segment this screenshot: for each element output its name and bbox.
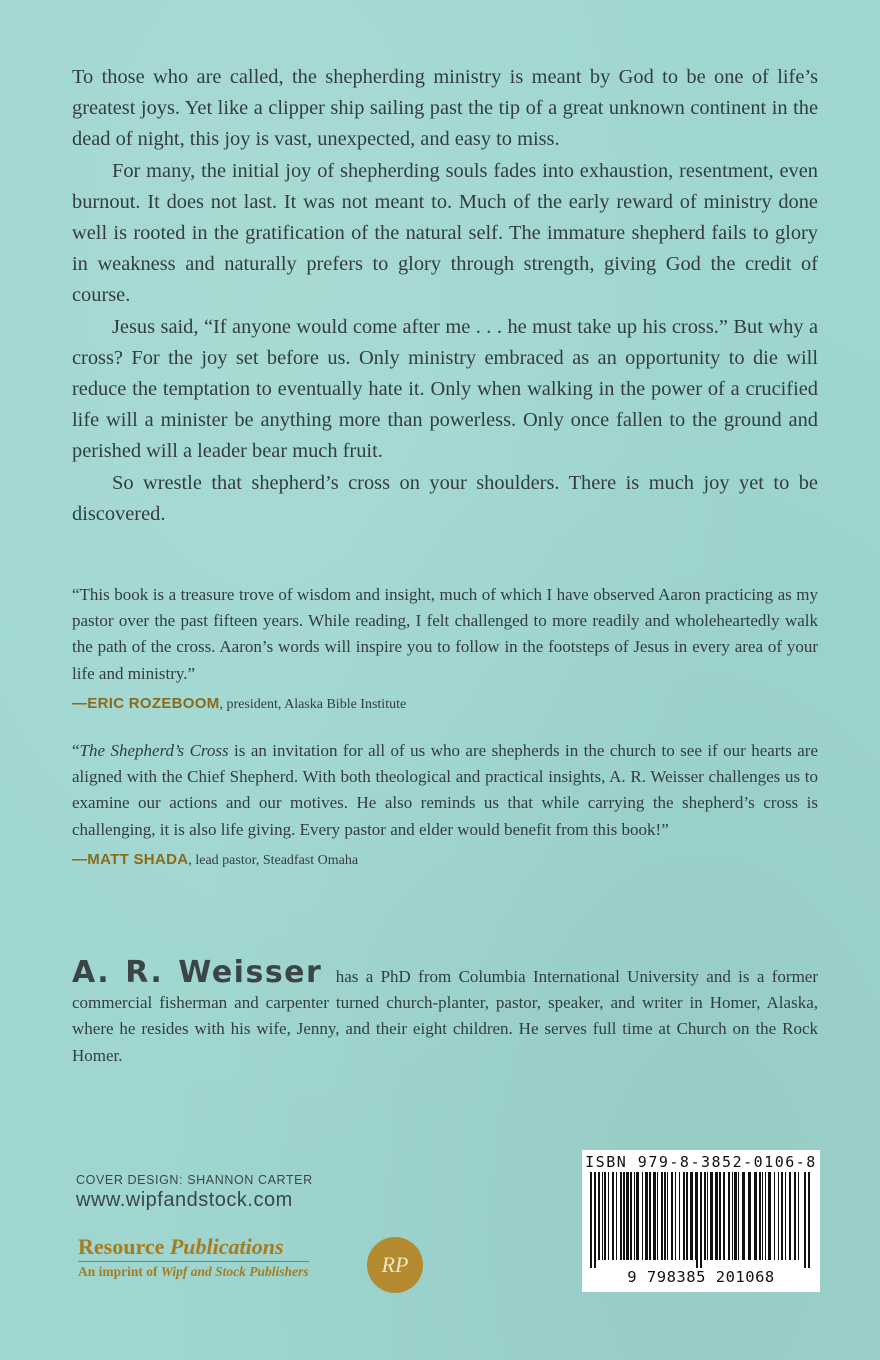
isbn-label: ISBN 979-8-3852-0106-8	[585, 1153, 817, 1171]
blurb-paragraph-3: Jesus said, “If anyone would come after me . . . he must take up his cross.” But why a cross? For the joy set before us. Only ministry embraced as an opportunity to die will reduce the temptation to eventually hate it. Only when walking in the power of a crucified life will a minister be anything more than powerless. Only once fallen to the ground and perished will a leader bear much fruit.	[72, 315, 818, 463]
endorsement-1	[72, 582, 818, 718]
endorsement-quote: “The Shepherd’s Cross is an invitation for all of us who are shepherds in the church to see if our hearts are aligned with the Chief Shepherd. With both theological and practical insights, A. R. Weisser challenges us to examine our actions and our motives. He also reminds us that while carrying the shepherd’s cross is challenging, it is also life giving. Every pastor and elder would benefit from this book!”	[72, 741, 818, 839]
cover-design-credit: COVER DESIGN: SHANNON CARTER	[76, 1173, 313, 1187]
barcode-block	[582, 1150, 820, 1292]
rp-logo-icon: RP	[367, 1237, 423, 1293]
endorser-name: —ERIC ROZEBOOM	[72, 694, 220, 712]
book-title: The Shepherd’s Cross	[79, 741, 229, 761]
publisher-imprint	[78, 1234, 309, 1280]
author-bio-text: has a PhD from Columbia International University and is a former commercial fisherman and carpenter turned church-planter, pastor, speaker, and writer in Homer, Alaska, where he resides with his wife, Jenny, and their eight children. He serves full time at Church on the Rock Homer.	[72, 967, 819, 1065]
publisher-name: Resource Publications	[78, 1234, 309, 1262]
endorsements	[72, 582, 818, 894]
endorsement-2	[72, 738, 818, 874]
blurb-paragraph-2: For many, the initial joy of shepherding souls fades into exhaustion, resentment, even burnout. It does not last. It was not meant to. Much of the early reward of ministry done well is rooted in the gratification of the natural self. The immature shepherd fails to glory in weakness and naturally prefers to glory through strength, giving God the credit of course.	[72, 159, 818, 307]
publisher-website: www.wipfandstock.com	[76, 1189, 293, 1211]
back-cover-blurb	[72, 62, 818, 530]
endorsement-attribution	[72, 847, 818, 874]
endorsement-attribution	[72, 691, 818, 718]
barcode-icon	[590, 1172, 812, 1268]
blurb-paragraph-4: So wrestle that shepherd’s cross on your shoulders. There is much joy yet to be discovered.	[72, 471, 818, 525]
imprint-line: An imprint of Wipf and Stock Publishers	[78, 1264, 309, 1279]
author-name: A. R. Weisser	[72, 955, 323, 990]
blurb-paragraph-1: To those who are called, the shepherding ministry is meant by God to be one of life’s greatest joys. Yet like a clipper ship sailing past the tip of a great unknown continent in the dead of night, this joy is vast, unexpected, and easy to miss.	[72, 66, 818, 151]
barcode-digits: 9 798385 201068	[627, 1268, 775, 1286]
endorsement-quote: “This book is a treasure trove of wisdom and insight, much of which I have observed Aaron practicing as my pastor over the past fifteen years. While reading, I felt challenged to more readily and wholeheartedly walk the path of the cross. Aaron’s words will inspire you to follow in the footsteps of Jesus in every area of your life and ministry.”	[72, 585, 818, 683]
credits	[76, 1173, 313, 1212]
endorser-role: , president, Alaska Bible Institute	[219, 696, 407, 712]
author-bio	[72, 955, 819, 1069]
endorser-name: —MATT SHADA	[72, 850, 189, 868]
endorser-role: , lead pastor, Steadfast Omaha	[188, 852, 359, 868]
